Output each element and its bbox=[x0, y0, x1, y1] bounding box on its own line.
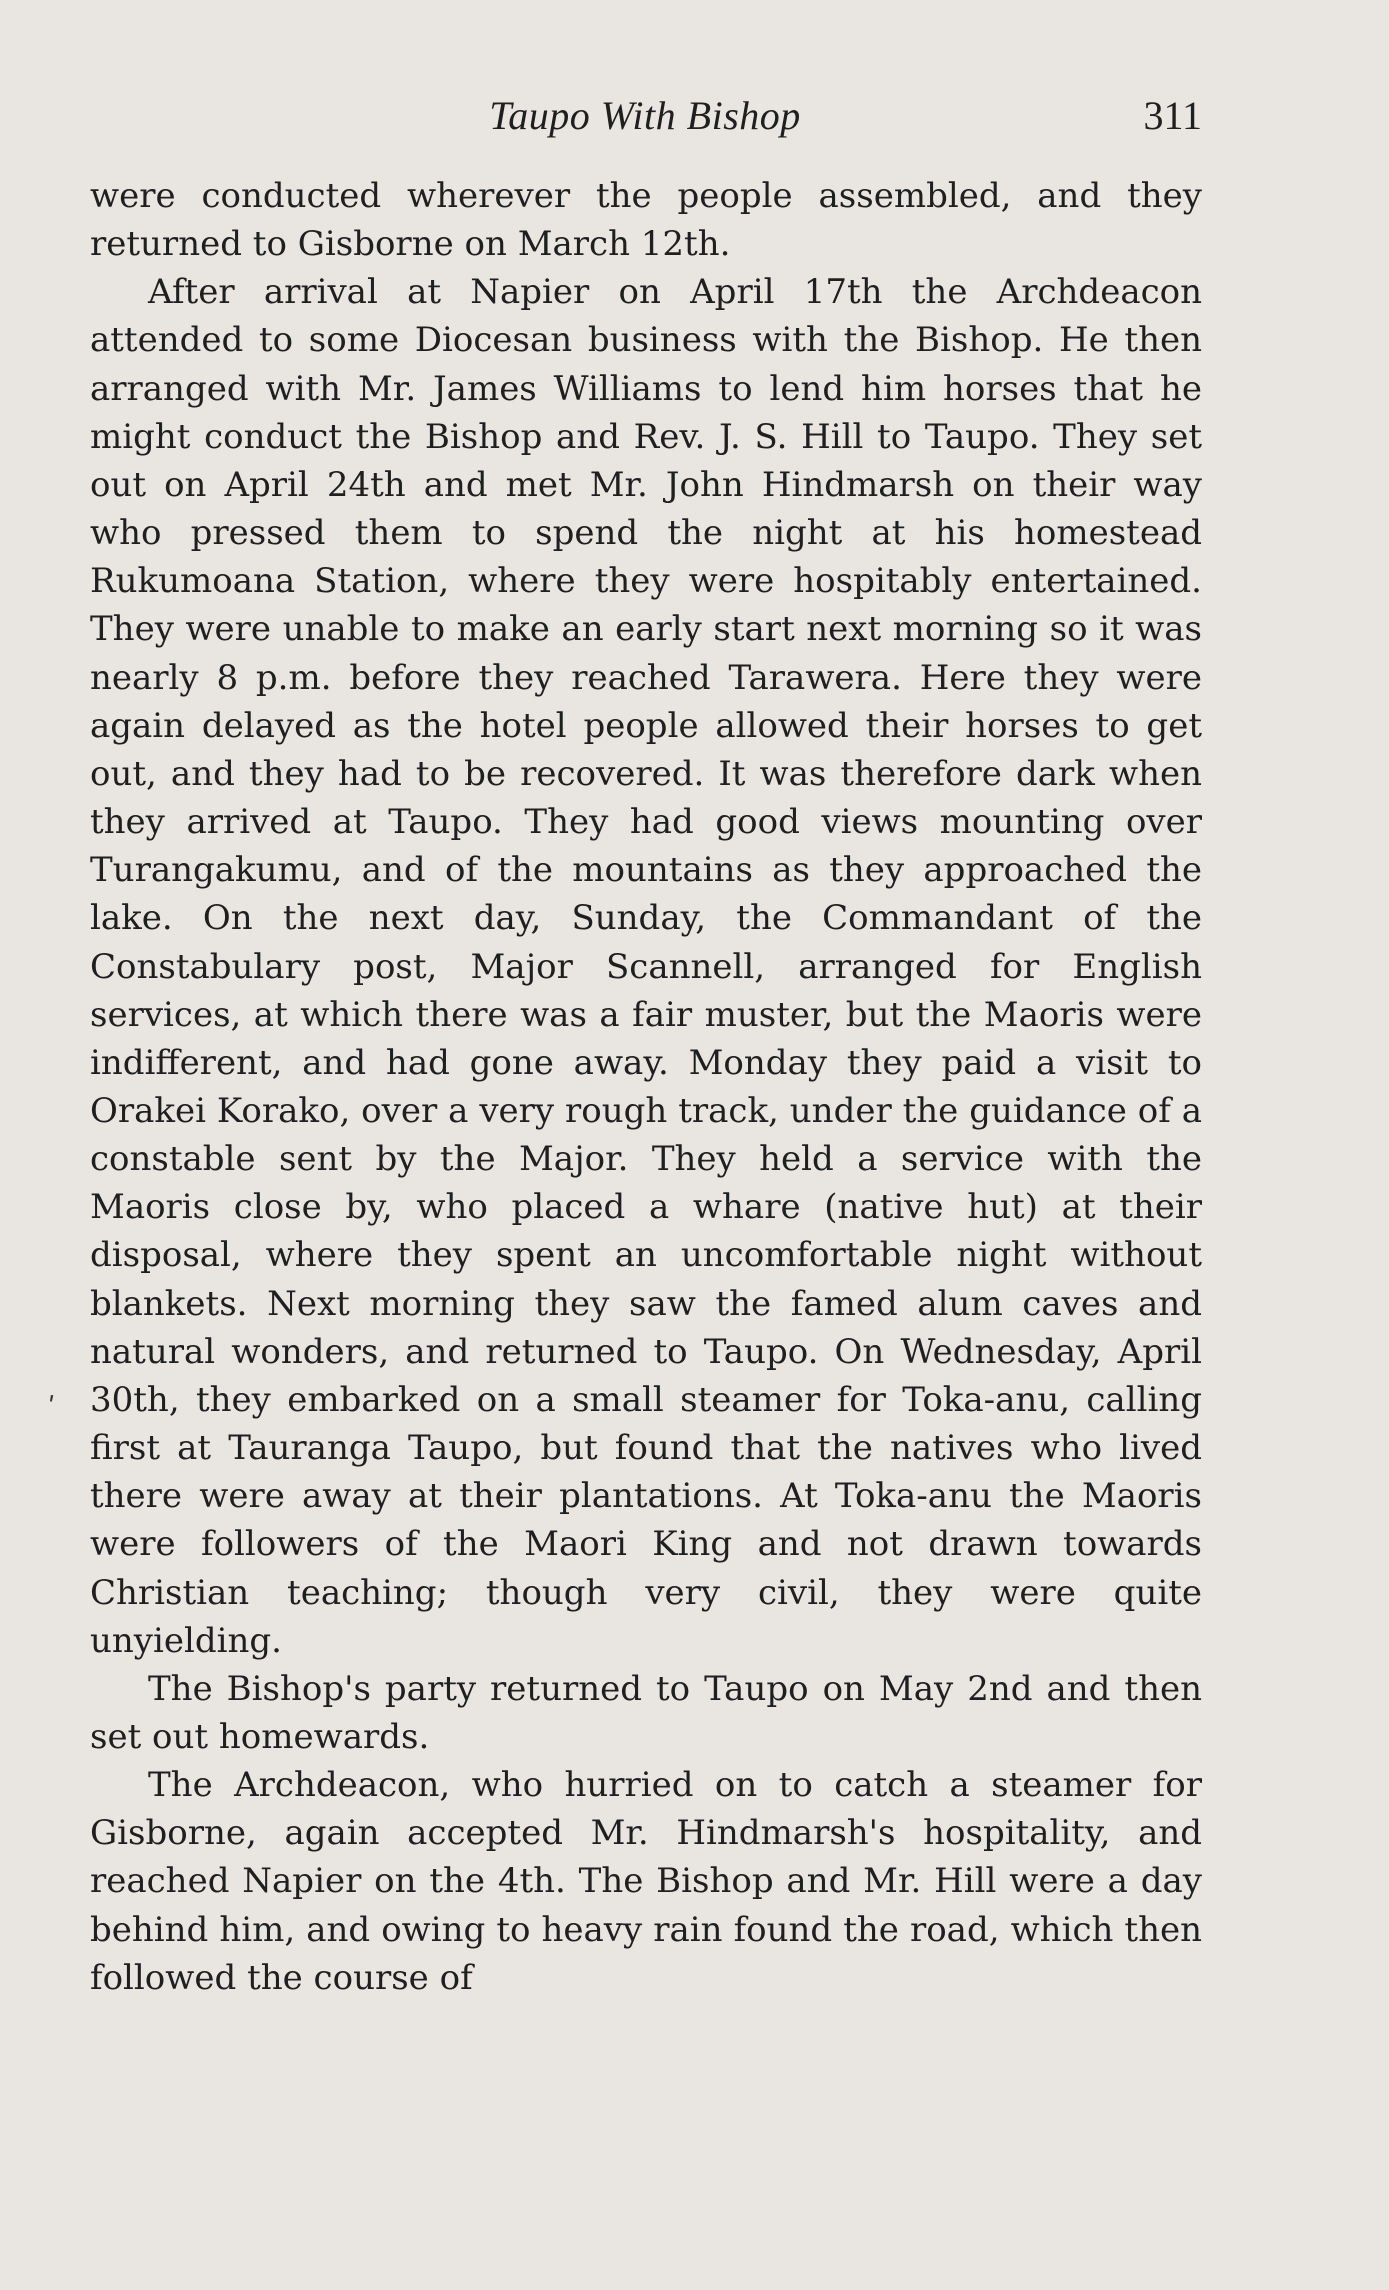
paragraph: The Bishop's party returned to Taupo on May 2nd and then set out homewards. bbox=[90, 1668, 1202, 1757]
body-text bbox=[90, 172, 1202, 2002]
page-number: 311 bbox=[1143, 93, 1202, 138]
paragraph: The Archdeacon, who hurried on to catch a steamer for Gisborne, again accepted Mr. Hindmarsh's hospitality, and reached Napier on the 4th. The Bishop and Mr. Hill were a day behind him, and owing to heavy rain found the road, which then followed the course of bbox=[90, 1765, 1202, 1998]
margin-mark: ʹ bbox=[48, 1393, 56, 1423]
paragraph: were conducted wherever the people assembled, and they returned to Gisborne on March 12th. bbox=[90, 176, 1202, 265]
running-title: Taupo With Bishop bbox=[489, 93, 801, 138]
paragraph: After arrival at Napier on April 17th the Archdeacon attended to some Diocesan business with the Bishop. He then arranged with Mr. James Williams to lend him horses that he might conduct the Bishop and Rev. J. S. Hill to Taupo. They set out on April 24th and met Mr. John Hindmarsh on their way who pressed them to spend the night at his homestead Rukumoana Station, where they were hospitably entertained. They were unable to make an early start next morning so it was nearly 8 p.m. before they reached Tarawera. Here they were again delayed as the hotel people allowed their horses to get out, and they had to be recovered. It was therefore dark when they arrived at Taupo. They had good views mounting over Turangakumu, and of the mountains as they approached the lake. On the next day, Sunday, the Commandant of the Constabulary post, Major Scannell, arranged for English services, at which there was a fair muster, but the Maoris were indifferent, and had gone away. Monday they paid a visit to Orakei Korako, over a very rough track, under the guidance of a constable sent by the Major. They held a service with the Maoris close by, who placed a whare (native hut) at their disposal, where they spent an uncomfortable night without blankets. Next morning they saw the famed alum caves and natural wonders, and returned to Taupo. On Wednesday, April 30th, they embarked on a small steamer for Toka-anu, calling first at Tauranga Taupo, but found that the natives who lived there were away at their plantations. At Toka-anu the Maoris were followers of the Maori King and not drawn towards Christian teaching; though very civil, they were quite unyielding. bbox=[90, 272, 1202, 1661]
page-header bbox=[88, 92, 1202, 148]
